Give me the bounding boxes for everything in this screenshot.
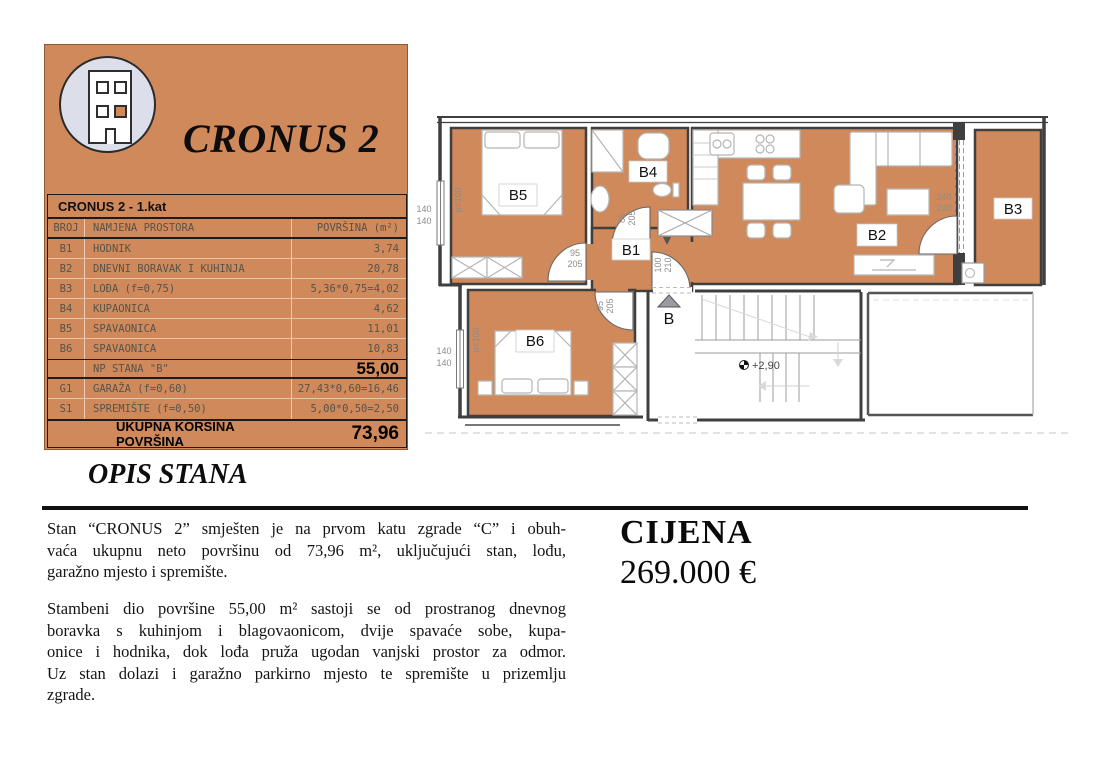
table-row bbox=[48, 259, 406, 279]
table-row bbox=[48, 319, 406, 339]
cell-povrsina: 27,43*0,60=16,46 bbox=[297, 382, 399, 395]
text-line: Stambeni dio površine 55,00 m² sastoji se od prostranog dnevnog bbox=[47, 599, 566, 618]
stair-direction-arrow-icon bbox=[658, 295, 680, 307]
table-row bbox=[48, 299, 406, 319]
text-line: zgrade. bbox=[47, 685, 96, 704]
room-label-b6: B6 bbox=[525, 333, 545, 350]
text-line: onice i hodnika, dok lođa pruža ugodan vanjski prostor za odmor. bbox=[47, 642, 566, 661]
price-section bbox=[620, 514, 756, 592]
cell-povrsina: 5,36*0,75=4,02 bbox=[310, 282, 399, 295]
room-label-b1: B1 bbox=[621, 242, 641, 259]
building-icon bbox=[88, 70, 132, 144]
table-row bbox=[48, 339, 406, 359]
building-door-icon bbox=[105, 128, 116, 144]
dim-balcony-door: 240 bbox=[936, 192, 952, 202]
room-label-b2: B2 bbox=[867, 227, 887, 244]
text-line: boravka s kuhinjom i blagovaonicom, dvije spavaće sobe, kupa- bbox=[47, 620, 566, 640]
dim-door-b5: 205 bbox=[567, 259, 583, 269]
company-logo bbox=[59, 56, 156, 153]
sink-icon bbox=[591, 186, 609, 212]
table-column-header bbox=[48, 219, 406, 239]
shower-icon bbox=[592, 130, 623, 172]
text-line: vaća ukupnu neto površinu od 73,96 m², uključujući stan, lođu, bbox=[47, 540, 566, 560]
wardrobe-icon bbox=[452, 257, 522, 278]
subtotal-label: NP STANA "B" bbox=[85, 360, 292, 377]
area-table bbox=[47, 194, 407, 448]
dim-door-entry: 100 bbox=[653, 257, 663, 273]
dim-door-b5: 95 bbox=[569, 248, 581, 258]
cell-namjena: SPAVAONICA bbox=[85, 319, 292, 338]
table-row bbox=[48, 279, 406, 299]
neighbour-room bbox=[868, 293, 1033, 415]
cell-broj: S1 bbox=[48, 399, 85, 419]
wardrobe-icon bbox=[613, 343, 637, 415]
floor-plan bbox=[410, 103, 1090, 448]
building-window-icon bbox=[114, 81, 127, 94]
cell-broj: B3 bbox=[48, 279, 85, 298]
tv-sideboard-icon bbox=[854, 255, 934, 275]
building-window-icon bbox=[96, 81, 109, 94]
coffee-table-icon bbox=[887, 189, 929, 215]
total-value: 73,96 bbox=[351, 423, 399, 444]
level-marker-icon bbox=[740, 361, 749, 370]
cell-broj: G1 bbox=[48, 379, 85, 398]
table-row bbox=[48, 379, 406, 399]
hall-closet-icon bbox=[658, 210, 712, 236]
building-window-icon bbox=[96, 105, 109, 118]
bath-icon bbox=[638, 133, 669, 159]
room-label-b4: B4 bbox=[638, 164, 658, 181]
text-line: garažno mjesto i spremište. bbox=[47, 562, 228, 581]
dim-window-b6: 140 bbox=[436, 358, 452, 368]
total-row bbox=[48, 419, 406, 447]
col-broj: BROJ bbox=[48, 219, 85, 237]
text-line: Uz stan dolazi i garažno parkirno mjesto te spremište u prizemlju bbox=[47, 663, 566, 683]
cell-namjena: SPAVAONICA bbox=[85, 339, 292, 359]
level-label: +2,90 bbox=[752, 360, 780, 372]
room-label-b5: B5 bbox=[508, 187, 528, 204]
cell-povrsina: 10,83 bbox=[367, 343, 399, 355]
price-value: 269.000 € bbox=[620, 554, 756, 591]
cell-povrsina: 4,62 bbox=[373, 302, 399, 315]
dim-window-b5: 140 bbox=[416, 216, 432, 226]
dim-door-b4: 205 bbox=[627, 210, 637, 226]
subtotal-row bbox=[48, 359, 406, 379]
dim-door-b4: 85 bbox=[617, 212, 627, 224]
table-title: CRONUS 2 - 1.kat bbox=[48, 195, 406, 219]
drain-box-icon bbox=[962, 263, 984, 283]
toilet-icon bbox=[653, 183, 679, 197]
col-namjena: NAMJENA PROSTORA bbox=[85, 219, 292, 237]
dim-parapet: p=100 bbox=[471, 327, 481, 353]
table-row bbox=[48, 239, 406, 259]
dim-window-b6: 140 bbox=[436, 346, 452, 356]
cell-broj: B4 bbox=[48, 299, 85, 318]
cell-povrsina: 5,00*0,50=2,50 bbox=[310, 403, 399, 415]
cell-broj: B2 bbox=[48, 259, 85, 278]
dim-door-b6: 95 bbox=[595, 300, 605, 312]
dim-parapet: p=100 bbox=[453, 187, 463, 213]
col-povrsina: POVRŠINA (m²) bbox=[316, 222, 399, 234]
section-heading: OPIS STANA bbox=[88, 459, 248, 490]
dim-door-b6: 205 bbox=[605, 298, 615, 314]
cell-namjena: SPREMIŠTE (f=0,50) bbox=[85, 399, 292, 419]
total-label: UKUPNA KORSINA POVRŠINA bbox=[116, 419, 235, 449]
project-card bbox=[44, 44, 408, 450]
subtotal-value: 55,00 bbox=[356, 358, 399, 378]
divider-line bbox=[42, 506, 1028, 510]
cell-namjena: KUPAONICA bbox=[85, 299, 292, 318]
table-row bbox=[48, 399, 406, 419]
description-paragraph-2 bbox=[47, 598, 566, 706]
cell-broj: B5 bbox=[48, 319, 85, 338]
dim-balcony-door: 240 bbox=[936, 203, 952, 213]
armchair-icon bbox=[834, 185, 864, 213]
cell-namjena: HODNIK bbox=[85, 239, 292, 258]
room-label-b3: B3 bbox=[1003, 201, 1023, 218]
cell-broj: B6 bbox=[48, 339, 85, 359]
description-paragraph-1 bbox=[47, 518, 566, 583]
stairwell-label: B bbox=[663, 311, 675, 328]
dim-window-b5: 140 bbox=[416, 204, 432, 214]
price-heading: CIJENA bbox=[620, 514, 753, 551]
cell-namjena: DNEVNI BORAVAK I KUHINJA bbox=[85, 259, 292, 278]
building-window-orange-icon bbox=[114, 105, 127, 118]
cell-namjena: GARAŽA (f=0,60) bbox=[85, 379, 292, 398]
cell-povrsina: 3,74 bbox=[373, 242, 399, 255]
cell-povrsina: 11,01 bbox=[367, 322, 399, 335]
text-line: Stan “CRONUS 2” smješten je na prvom katu zgrade “C” i obuh- bbox=[47, 519, 566, 538]
dim-door-entry: 210 bbox=[663, 257, 673, 273]
cell-namjena: LOĐA (f=0,75) bbox=[85, 279, 292, 298]
cell-broj: B1 bbox=[48, 239, 85, 258]
cell-povrsina: 20,78 bbox=[367, 262, 399, 275]
stairs-icon bbox=[695, 295, 861, 402]
project-title: CRONUS 2 bbox=[183, 116, 380, 161]
cell-broj bbox=[48, 360, 85, 377]
